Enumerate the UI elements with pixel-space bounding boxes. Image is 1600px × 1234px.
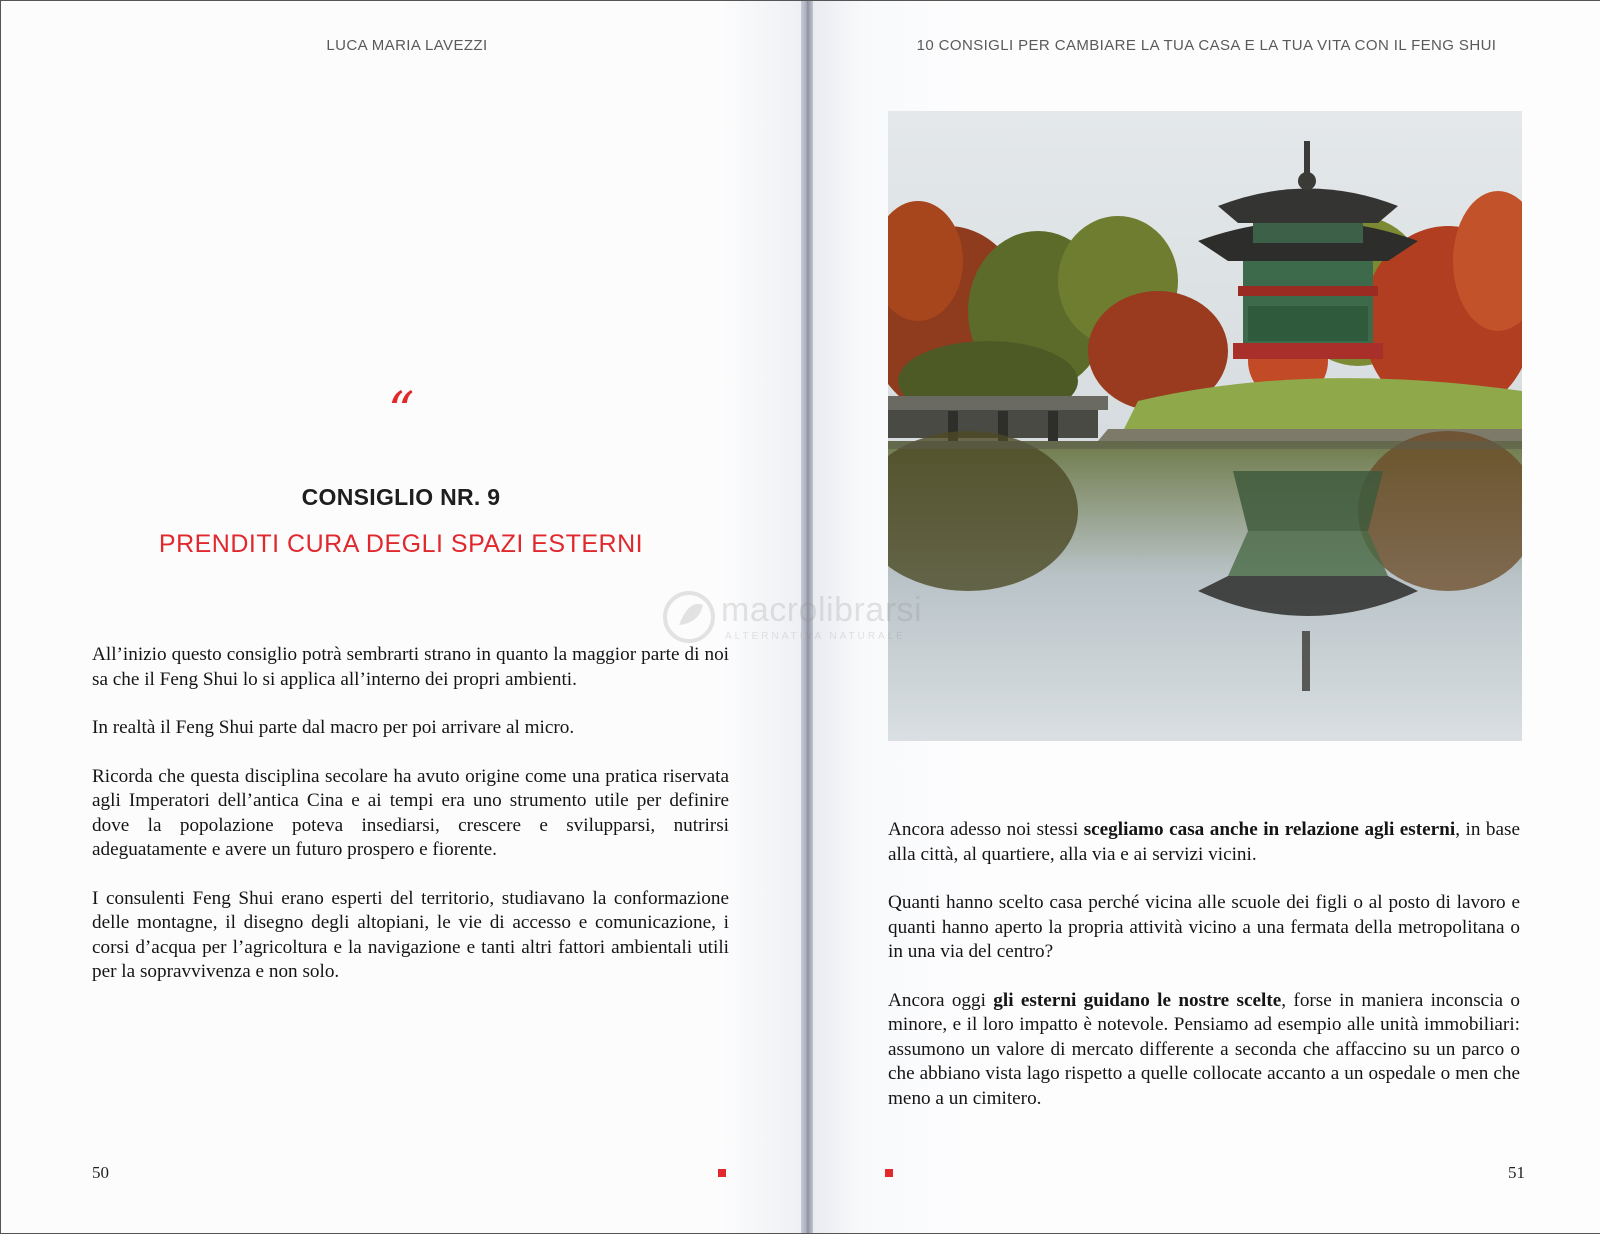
- book-gutter: [801, 1, 813, 1233]
- running-head-book-title: 10 CONSIGLI PER CAMBIARE LA TUA CASA E LA TUA VITA CON IL FENG SHUI: [916, 37, 1497, 54]
- left-body-text: [92, 643, 729, 1009]
- paragraph: In realtà il Feng Shui parte dal macro per poi arrivare al micro.: [92, 717, 575, 738]
- watermark-tagline: ALTERNATIVA NATURALE: [725, 631, 906, 642]
- running-head-author: LUCA MARIA LAVEZZI: [326, 37, 488, 54]
- text-run: , in base alla città, al quartiere, alla via e ai servizi vicini.: [888, 819, 1520, 865]
- chapter-number: CONSIGLIO NR. 9: [301, 484, 501, 510]
- paragraph: All’inizio questo consiglio potrà sembrarti strano in quanto la maggior parte di noi sa che il Feng Shui lo si applica all’interno dei propri ambienti.: [92, 644, 729, 690]
- bold-text-run: gli esterni guidano le nostre scelte: [993, 989, 1282, 1011]
- right-page: [813, 1, 1600, 1233]
- red-square-marker: [885, 1169, 893, 1177]
- bold-text-run: scegliamo casa anche in relazione agli esterni: [1083, 819, 1456, 840]
- text-run: Ancora adesso noi stessi: [888, 819, 1084, 840]
- quote-mark: “: [387, 382, 415, 442]
- page-number-left: 50: [92, 1163, 109, 1182]
- right-body-text: [888, 818, 1520, 1135]
- paragraph: [888, 818, 1520, 867]
- watermark-brand: macrolibrarsi: [721, 591, 923, 629]
- text-run: , forse in maniera inconscia o minore, e il loro impatto è notevole. Pensiamo ad esempio alle unità immobiliari: assumono un valore di mercato differente a seconda che affaccino su un parco o che abbiano vista lago rispetto a quelle collocate accanto a un ospedale o men che meno a un cimitero.: [888, 989, 1520, 1109]
- paragraph: Quanti hanno scelto casa perché vicina alle scuole dei figli o al posto di lavoro e quanti hanno aperto la propria attività vicino a una fermata della metropolitana o in una via del centro?: [888, 892, 1520, 962]
- text-run: Ancora oggi: [888, 989, 994, 1011]
- paragraph: Ricorda che questa disciplina secolare ha avuto origine come una pratica riservata agli Imperatori dell’antica Cina e ai tempi era uno strumento utile per definire dove la popolazione poteva insediarsi, crescere e svilupparsi, nutrirsi adeguatamente e avere un futuro prospero e fiorente.: [92, 765, 729, 860]
- page-number-right: 51: [1508, 1163, 1525, 1182]
- left-page: [1, 1, 801, 1233]
- pagoda-lake-photo: [888, 111, 1522, 741]
- paragraph: [888, 989, 1520, 1112]
- chapter-title: PRENDITI CURA DEGLI SPAZI ESTERNI: [158, 530, 644, 558]
- paragraph: I consulenti Feng Shui erano esperti del territorio, studiavano la conformazione delle montagne, il disegno degli altopiani, le vie di accesso e comunicazione, i corsi d’acqua per l’agricoltura e la navigazione e tanti altri fattori ambientali utili per la sopravvivenza e non solo.: [92, 887, 729, 982]
- red-square-marker: [718, 1169, 726, 1177]
